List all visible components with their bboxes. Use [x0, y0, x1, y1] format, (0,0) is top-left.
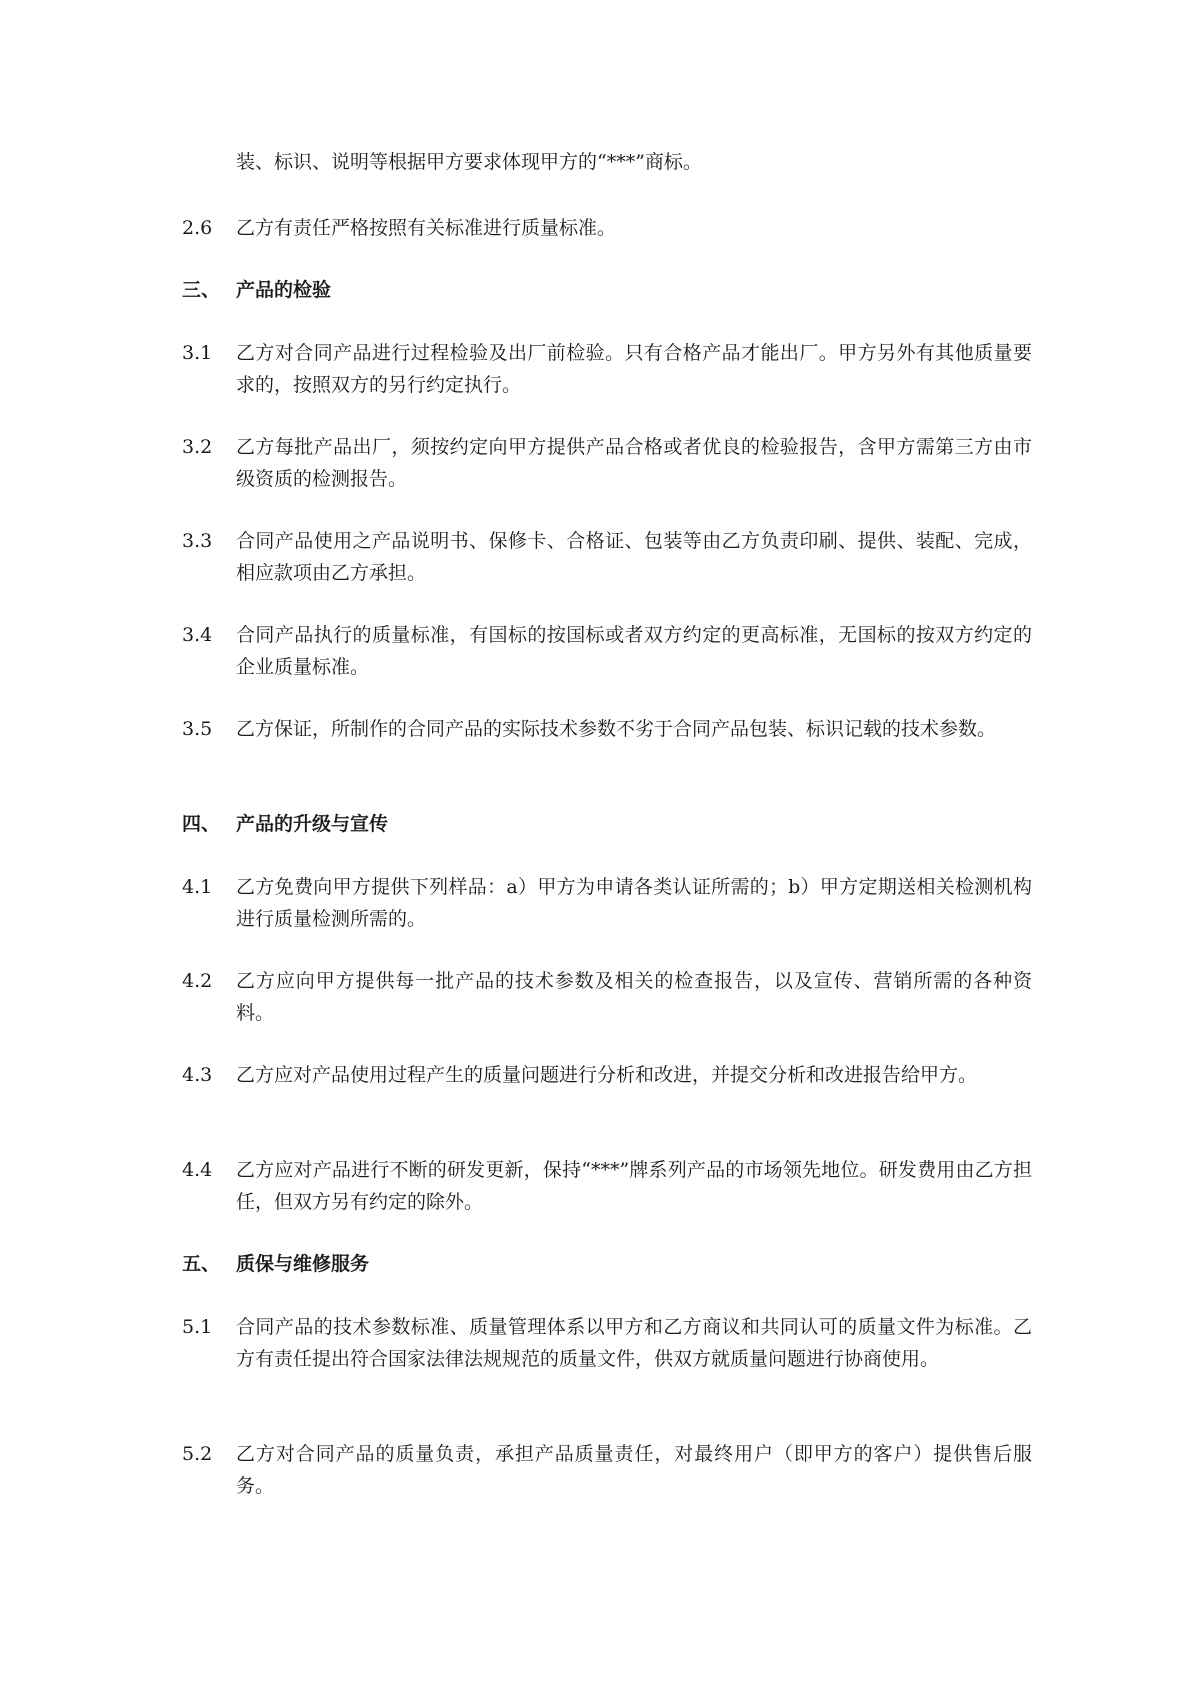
section-heading-4: [182, 808, 1032, 840]
clause-4-1: [182, 871, 1032, 935]
clause-5-1: [182, 1311, 1032, 1375]
continuation-paragraph: [182, 146, 1032, 178]
section-title: 产品的检验: [236, 279, 332, 301]
clause-text: 乙方对合同产品进行过程检验及出厂前检验。只有合格产品才能出厂。甲方另外有其他质量要求的，按照双方的另行约定执行。: [236, 342, 1032, 396]
section-heading-5: [182, 1248, 1032, 1280]
clause-number: 4.1: [182, 876, 213, 898]
clause-number: 3.2: [182, 436, 213, 458]
clause-4-3: [182, 1059, 1032, 1091]
clause-number: 3.5: [182, 718, 213, 740]
clause-number: 3.3: [182, 530, 213, 552]
clause-number: 5.2: [182, 1443, 213, 1465]
clause-number: 4.4: [182, 1159, 213, 1181]
section-title: 产品的升级与宣传: [236, 813, 389, 835]
clause-4-2: [182, 965, 1032, 1029]
clause-3-5: [182, 713, 1032, 745]
clause-text: 乙方保证，所制作的合同产品的实际技术参数不劣于合同产品包装、标识记载的技术参数。: [236, 718, 997, 740]
clause-text: 合同产品使用之产品说明书、保修卡、合格证、包装等由乙方负责印刷、提供、装配、完成，相应款项由乙方承担。: [236, 530, 1032, 584]
clause-text: 乙方免费向甲方提供下列样品：a）甲方为申请各类认证所需的；b）甲方定期送相关检测机构进行质量检测所需的。: [236, 876, 1032, 930]
section-number: 三、: [182, 279, 221, 301]
clause-number: 4.2: [182, 970, 213, 992]
clause-text: 乙方应对产品进行不断的研发更新，保持“***”牌系列产品的市场领先地位。研发费用由乙方担任，但双方另有约定的除外。: [236, 1159, 1032, 1213]
clause-number: 3.1: [182, 342, 213, 364]
clause-number: 4.3: [182, 1064, 213, 1086]
clause-text: 乙方应对产品使用过程产生的质量问题进行分析和改进，并提交分析和改进报告给甲方。: [236, 1064, 978, 1086]
section-title: 质保与维修服务: [236, 1253, 370, 1275]
clause-text: 乙方应向甲方提供每一批产品的技术参数及相关的检查报告，以及宣传、营销所需的各种资料。: [236, 970, 1032, 1024]
clause-text: 合同产品的技术参数标准、质量管理体系以甲方和乙方商议和共同认可的质量文件为标准。乙方有责任提出符合国家法律法规规范的质量文件，供双方就质量问题进行协商使用。: [236, 1316, 1032, 1370]
clause-number: 2.6: [182, 217, 213, 239]
clause-4-4: [182, 1154, 1032, 1218]
section-number: 五、: [182, 1253, 221, 1275]
clause-text: 乙方每批产品出厂，须按约定向甲方提供产品合格或者优良的检验报告，含甲方需第三方由市级资质的检测报告。: [236, 436, 1032, 490]
clause-text: 乙方对合同产品的质量负责，承担产品质量责任，对最终用户（即甲方的客户）提供售后服务。: [236, 1443, 1032, 1497]
section-heading-3: [182, 274, 1032, 306]
section-number: 四、: [182, 813, 221, 835]
clause-number: 3.4: [182, 624, 213, 646]
clause-number: 5.1: [182, 1316, 213, 1338]
continuation-text: 装、标识、说明等根据甲方要求体现甲方的“***”商标。: [236, 151, 702, 173]
clause-text: 乙方有责任严格按照有关标准进行质量标准。: [236, 217, 617, 239]
clause-3-4: [182, 619, 1032, 683]
clause-3-1: [182, 337, 1032, 401]
clause-text: 合同产品执行的质量标准，有国标的按国标或者双方约定的更高标准，无国标的按双方约定的企业质量标准。: [236, 624, 1032, 678]
clause-5-2: [182, 1438, 1032, 1502]
clause-2-6: [182, 212, 1032, 244]
clause-3-3: [182, 525, 1032, 589]
clause-3-2: [182, 431, 1032, 495]
